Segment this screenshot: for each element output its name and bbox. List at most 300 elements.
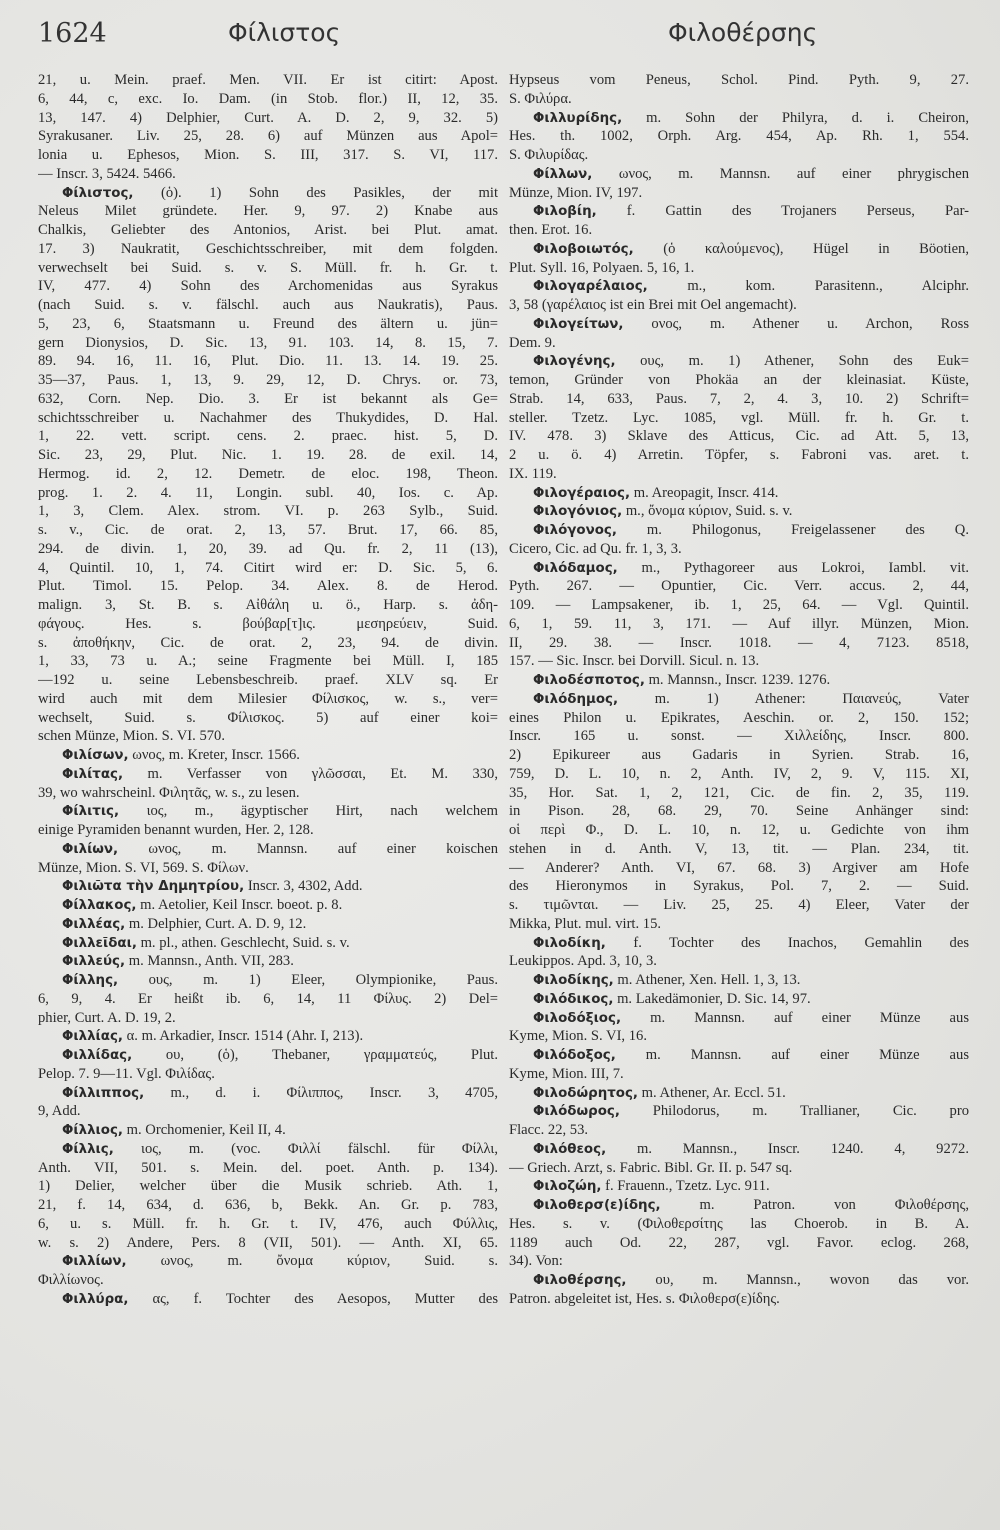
- line-text: Chalkis, Geliebter des Antonios, Arist. bei Plut. amat.: [38, 222, 498, 238]
- line-text: Kyme, Mion. S. VI, 16.: [509, 1028, 647, 1045]
- line-text: φάγους. Hes. s. βούβαρ[τ]ις. μεσηρεύειν, Suid.: [38, 615, 498, 632]
- entry-headword: Φίλλις,: [62, 1141, 114, 1157]
- text-line: [509, 1027, 969, 1046]
- entry-line: [509, 1271, 969, 1290]
- line-text: Hermog. id. 2, 12. Demetr. de eloc. 198, Theon.: [38, 465, 498, 482]
- line-text: Mikka, Plut. mul. virt. 15.: [509, 915, 662, 932]
- line-text: verwechselt bei Suid. s. v. S. Müll. fr. h. Gr. t.: [38, 259, 498, 276]
- text-line: [38, 409, 498, 428]
- entry-line: [509, 109, 969, 128]
- line-text: (nach Suid. s. v. fälschl. auch aus Naukratis), Paus.: [38, 297, 498, 313]
- line-text: m. Orchomenier, Keil II, 4.: [123, 1122, 286, 1138]
- line-text: 759, D. L. 10, n. 2, Anth. IV, 2, 9. V, 115. XI,: [509, 765, 969, 782]
- text-line: [38, 540, 498, 559]
- text-line: [38, 502, 498, 521]
- line-text: 1) Delier, welcher über die Musik schrieb. Ath. 1,: [38, 1178, 498, 1195]
- text-line: [38, 821, 498, 840]
- line-text: temon, Gründer von Phokäa an der kleinasiat. Küste,: [509, 372, 969, 388]
- entry-headword: Φιλλίδας,: [62, 1048, 133, 1063]
- text-line: [509, 1065, 969, 1084]
- text-line: [509, 615, 969, 634]
- entry-line: [38, 1121, 498, 1140]
- entry-headword: Φίλλακος,: [62, 898, 137, 913]
- entry-line: [509, 1102, 969, 1121]
- text-line: [38, 446, 498, 465]
- line-text: Münze, Mion. S. VI, 569. S. Φίλων.: [38, 859, 249, 876]
- text-line: [509, 1215, 969, 1234]
- line-text: 13, 147. 4) Delphier, Curt. A. D. 2, 9, 32. 5): [38, 109, 498, 126]
- text-line: [38, 465, 498, 484]
- entry-line: [509, 1046, 969, 1065]
- line-text: wechselt, Suid. s. Φίλισκος. 5) auf einer koi=: [38, 709, 498, 726]
- text-line: [38, 296, 498, 315]
- line-text: Pyth. 267. — Opuntier, Cic. Verr. accus. 2, 44,: [509, 578, 969, 595]
- line-text: ωνος, m. ὄνομα κύριον, Suid. s.: [126, 1253, 498, 1270]
- line-text: einige Pyramiden benannt wurden, Her. 2, 128.: [38, 822, 314, 838]
- line-text: S. Φιλύρα.: [509, 90, 572, 107]
- line-text: — Griech. Arzt, s. Fabric. Bibl. Gr. II. p. 547 sq.: [509, 1159, 793, 1176]
- entry-headword: Φιλόδαμος,: [533, 560, 618, 576]
- entry-line: [38, 915, 498, 934]
- text-line: [38, 390, 498, 409]
- line-text: Hes. th. 1002, Orph. Arg. 454, Ap. Rh. 1, 554.: [509, 128, 969, 145]
- line-text: IX. 119.: [509, 465, 557, 482]
- line-text: 34). Von:: [509, 1253, 563, 1270]
- entry-headword: Φιλογέραιος,: [533, 485, 631, 501]
- entry-line: [38, 971, 498, 990]
- text-line: [509, 915, 969, 934]
- line-text: m. Mannsn. auf einer Münze aus: [615, 1047, 969, 1063]
- line-text: 157. — Sic. Inscr. bei Dorvill. Sicul. n. 13.: [509, 653, 760, 670]
- entry-headword: Φίλλης,: [62, 973, 119, 988]
- entry-headword: Φίλλιππος,: [62, 1085, 145, 1101]
- line-text: 5, 23, 6, Staatsmann u. Freund des ältern u. jün=: [38, 315, 498, 332]
- text-line: [509, 127, 969, 146]
- line-text: schichtsschreiber u. Nachahmer des Thukydides, D. Hal.: [38, 409, 498, 426]
- text-line: [509, 859, 969, 878]
- entry-headword: Φίλιστος,: [62, 185, 134, 201]
- line-text: wird auch mit dem Milesier Φίλισκος, w. s., ver=: [38, 690, 498, 707]
- text-line: [38, 259, 498, 278]
- entry-line: [509, 484, 969, 503]
- text-line: [38, 484, 498, 503]
- line-text: 632, Corn. Nep. Dio. 3. Er ist bekannt als Ge=: [38, 390, 498, 407]
- line-text: (ὁ). 1) Sohn des Pasikles, der mit: [133, 184, 498, 201]
- text-line: [38, 427, 498, 446]
- text-line: [38, 1215, 498, 1234]
- text-line: [38, 71, 498, 90]
- entry-headword: Φιλιῶτα τὴν Δημητρίου,: [62, 879, 245, 895]
- right-column: [509, 71, 969, 1309]
- line-text: Pelop. 7. 9—11. Vgl. Φιλίδας.: [38, 1065, 215, 1082]
- line-text: m. Mannsn., Anth. VII, 283.: [125, 953, 294, 970]
- line-text: IV, 477. 4) Sohn des Archomenidas aus Syrakus: [38, 278, 498, 295]
- entry-headword: Φίλλιος,: [62, 1123, 123, 1138]
- text-line: [38, 352, 498, 371]
- left-running-head: Φίλιστος: [228, 18, 341, 47]
- line-text: in Pison. 28, 68. 29, 70. Seine Anhänger sind:: [509, 803, 969, 820]
- line-text: malign. 3, St. B. s. Αἰθάλη u. ö., Harp. s. ἀδη-: [38, 597, 498, 613]
- text-line: [38, 727, 498, 746]
- line-text: then. Erot. 16.: [509, 222, 593, 238]
- entry-line: [38, 765, 498, 784]
- right-running-head: Φιλοθέρσης: [668, 18, 818, 47]
- text-line: [38, 146, 498, 165]
- entry-headword: Φιλοβοιωτός,: [533, 241, 634, 257]
- text-line: [509, 1290, 969, 1309]
- line-text: s. ἀποθήκην, Cic. de orat. 2, 23, 94. de divin.: [38, 634, 498, 651]
- text-line: [38, 371, 498, 390]
- line-text: 1, 3, Clem. Alex. strom. VI. p. 263 Sylb., Suid.: [38, 503, 498, 520]
- line-text: —192 u. seine Lebensbeschreib. praef. XLV sq. Er: [38, 672, 498, 688]
- entry-line: [509, 240, 969, 259]
- entry-line: [38, 840, 498, 859]
- text-line: [509, 1159, 969, 1178]
- entry-headword: Φιλοζώη,: [533, 1179, 602, 1195]
- line-text: m., kom. Parasitenn., Alciphr.: [647, 278, 969, 295]
- text-line: [509, 465, 969, 484]
- entry-headword: Φιλογείτων,: [533, 316, 624, 332]
- text-line: [509, 952, 969, 971]
- text-line: [38, 559, 498, 578]
- entry-line: [509, 277, 969, 296]
- line-text: des Hieronymos in Syrakus, Pol. 7, 2. — Suid.: [509, 878, 969, 895]
- entry-headword: Φιλόδοξος,: [533, 1048, 616, 1063]
- text-line: [509, 727, 969, 746]
- line-text: ους, m. 1) Eleer, Olympionike, Paus.: [118, 972, 498, 988]
- text-line: [509, 71, 969, 90]
- line-text: Hes. s. v. (Φιλοθερσίτης las Choerob. in B. A.: [509, 1215, 969, 1232]
- entry-line: [38, 952, 498, 971]
- line-text: m. pl., athen. Geschlecht, Suid. s. v.: [136, 934, 350, 951]
- text-line: [509, 296, 969, 315]
- entry-line: [38, 746, 498, 765]
- line-text: 294. de divin. 1, 20, 39. ad Qu. fr. 2, 11 (13),: [38, 540, 498, 557]
- entry-line: [509, 1140, 969, 1159]
- entry-line: [509, 934, 969, 953]
- line-text: m. Mannsn. auf einer Münze aus: [621, 1009, 969, 1026]
- entry-headword: Φιλογαρέλαιος,: [533, 279, 648, 295]
- text-line: [38, 521, 498, 540]
- line-text: m. Athener, Xen. Hell. 1, 3, 13.: [613, 972, 801, 988]
- line-text: ους, m. 1) Athener, Sohn des Euk=: [615, 353, 969, 370]
- entry-headword: Φιλλέας,: [62, 916, 126, 932]
- text-line: [38, 615, 498, 634]
- line-text: steller. Tzetz. Lyc. 1085, vgl. Müll. fr. h. Gr. t.: [509, 409, 969, 426]
- line-text: m. Aetolier, Keil Inscr. boeot. p. 8.: [136, 897, 343, 913]
- entry-line: [509, 1084, 969, 1103]
- entry-headword: Φιλόγονος,: [533, 523, 617, 538]
- entry-line: [509, 502, 969, 521]
- entry-headword: Φιλογόνιος,: [533, 504, 623, 520]
- line-text: ας, f. Tochter des Aesopos, Mutter des: [128, 1290, 498, 1307]
- text-line: [509, 840, 969, 859]
- entry-headword: Φιλόδωρος,: [533, 1104, 620, 1120]
- entry-line: [509, 165, 969, 184]
- line-text: Inscr. 3, 4302, Add.: [244, 878, 363, 895]
- line-text: eines Philon u. Epikrates, Aeschin. or. 2, 150. 152;: [509, 709, 969, 726]
- line-text: Sic. 23, 29, Plut. Nic. 1. 19. 28. de exil. 14,: [38, 447, 498, 463]
- text-line: [38, 1177, 498, 1196]
- entry-line: [509, 1009, 969, 1028]
- entry-line: [38, 896, 498, 915]
- line-text: 1, 33, 73 u. A.; seine Fragmente bei Müll. I, 185: [38, 653, 498, 670]
- text-line: [38, 202, 498, 221]
- line-text: 39, wo wahrscheinl. Φιλητᾶς, w. s., zu lesen.: [38, 784, 300, 801]
- entry-headword: Φιλόθεος,: [533, 1141, 607, 1157]
- line-text: prog. 1. 2. 4. 11, Longin. subl. 40, Ios. c. Ap.: [38, 484, 498, 501]
- line-text: IV. 478. 3) Sklave des Atticus, Cic. ad Att. 5, 13,: [509, 428, 969, 445]
- line-text: Cicero, Cic. ad Qu. fr. 1, 3, 3.: [509, 540, 682, 557]
- text-line: [509, 1121, 969, 1140]
- line-text: 6, 9, 4. Er heißt ib. 6, 14, 11 Φίλυς. 2) Del=: [38, 990, 498, 1007]
- text-line: [509, 427, 969, 446]
- text-line: [38, 990, 498, 1009]
- line-text: ωνος, m. Kreter, Inscr. 1566.: [128, 747, 300, 763]
- line-text: 35—37, Paus. 1, 13, 9. 29, 12, D. Chrys. or. 73,: [38, 372, 498, 388]
- entry-headword: Φιλοθέρσης,: [533, 1273, 627, 1288]
- text-line: [38, 859, 498, 878]
- line-text: Leukippos. Apd. 3, 10, 3.: [509, 953, 657, 970]
- line-text: 21, u. Mein. praef. Men. VII. Er ist citirt: Apost.: [38, 72, 498, 88]
- text-line: [38, 690, 498, 709]
- line-text: 1, 22. vett. script. cens. 2. praec. hist. 5, D.: [38, 428, 498, 445]
- text-line: [38, 1234, 498, 1253]
- text-line: [38, 221, 498, 240]
- line-text: Inscr. 165 u. sonst. — Χιλλείδης, Inscr. 800.: [509, 728, 969, 745]
- entry-headword: Φιλοδίκη,: [533, 935, 606, 951]
- line-text: ωνος, m. Mannsn. auf einer phrygischen: [592, 165, 969, 182]
- text-line: [509, 896, 969, 915]
- line-text: m. Patron. von Φιλοθέρσης,: [660, 1197, 969, 1213]
- entry-line: [509, 690, 969, 709]
- entry-headword: Φίλλων,: [533, 166, 593, 182]
- text-line: [509, 1252, 969, 1271]
- text-line: [38, 90, 498, 109]
- text-line: [38, 109, 498, 128]
- line-text: m. Mannsn., Inscr. 1240. 4, 9272.: [606, 1140, 969, 1157]
- text-line: [509, 259, 969, 278]
- text-line: [38, 277, 498, 296]
- line-text: m., ὄνομα κύριον, Suid. s. v.: [622, 503, 793, 520]
- line-text: 35, Hor. Sat. 1, 2, 121, Cic. de fin. 2, 35, 119.: [509, 784, 969, 801]
- text-line: [38, 1196, 498, 1215]
- line-text: Neleus Milet gründete. Her. 9, 97. 2) Knabe aus: [38, 203, 498, 220]
- text-line: [38, 315, 498, 334]
- entry-headword: Φιλοδώρητος,: [533, 1085, 639, 1101]
- entry-headword: Φιλλυρίδης,: [533, 110, 623, 126]
- line-text: — Anderer? Anth. VI, 67. 68. 3) Argiver am Hofe: [509, 859, 969, 876]
- text-line: [38, 709, 498, 728]
- line-text: Anth. VII, 501. s. Mein. del. poet. Anth. p. 134).: [38, 1159, 498, 1176]
- line-text: stehen in d. Anth. V, 13, tit. — Plan. 234, tit.: [509, 840, 969, 857]
- line-text: Strab. 14, 633, Paus. 7, 2, 4. 3, 10. 2) Schrift=: [509, 390, 969, 407]
- entry-line: [509, 1196, 969, 1215]
- text-line: [38, 577, 498, 596]
- text-line: [38, 671, 498, 690]
- entry-headword: Φιλίτας,: [62, 766, 124, 782]
- text-line: [38, 1009, 498, 1028]
- entry-line: [38, 934, 498, 953]
- entry-line: [38, 1046, 498, 1065]
- entry-line: [38, 802, 498, 821]
- text-line: [509, 577, 969, 596]
- text-line: [509, 390, 969, 409]
- page-number: 1624: [38, 18, 107, 49]
- line-text: m. Sohn der Philyra, d. i. Cheiron,: [622, 109, 969, 126]
- line-text: 1189 auch Od. 22, 287, vgl. Favor. eclog. 268,: [509, 1234, 969, 1251]
- entry-headword: Φιλλεύς,: [62, 954, 126, 970]
- entry-headword: Φιλλίας,: [62, 1029, 123, 1045]
- entry-line: [509, 521, 969, 540]
- line-text: 17. 3) Naukratit, Geschichtsschreiber, mit dem folgden.: [38, 240, 498, 257]
- text-line: [509, 765, 969, 784]
- entry-line: [38, 184, 498, 203]
- entry-headword: Φιλόδημος,: [533, 691, 619, 707]
- line-text: 2 u. ö. 4) Arretin. Töpfer, s. Fabroni vas. aret. t.: [509, 447, 969, 463]
- line-text: II, 29. 38. — Inscr. 1018. — 4, 7123. 8518,: [509, 634, 969, 651]
- entry-line: [509, 990, 969, 1009]
- entry-headword: Φιλίσων,: [62, 748, 129, 763]
- text-line: [38, 1102, 498, 1121]
- line-text: 21, f. 14, 634, d. 636, b, Bekk. An. Gr. p. 783,: [38, 1197, 498, 1213]
- line-text: ου, (ὁ), Thebaner, γραμματεύς, Plut.: [132, 1047, 498, 1063]
- text-line: [509, 1234, 969, 1253]
- line-text: Plut. Syll. 16, Polyaen. 5, 16, 1.: [509, 259, 695, 276]
- line-text: m. Verfasser von γλῶσσαι, Et. M. 330,: [123, 765, 498, 782]
- line-text: Dem. 9.: [509, 334, 556, 351]
- line-text: m., d. i. Φίλιππος, Inscr. 3, 4705,: [144, 1084, 498, 1101]
- entry-headword: Φιλοδόξιος,: [533, 1010, 622, 1026]
- text-line: [38, 1271, 498, 1290]
- line-text: f. Frauenn., Tzetz. Lyc. 911.: [601, 1178, 770, 1195]
- line-text: ωνος, m. Mannsn. auf einer koischen: [118, 840, 498, 857]
- entry-line: [509, 202, 969, 221]
- line-text: Kyme, Mion. III, 7.: [509, 1065, 624, 1082]
- entry-headword: Φιλλεῖδαι,: [62, 935, 137, 951]
- text-line: [38, 784, 498, 803]
- text-line: [509, 146, 969, 165]
- line-text: Münze, Mion. IV, 197.: [509, 184, 643, 201]
- line-text: Hypseus vom Peneus, Schol. Pind. Pyth. 9, 27.: [509, 72, 969, 88]
- text-line: [509, 334, 969, 353]
- entry-line: [38, 877, 498, 896]
- text-line: [509, 540, 969, 559]
- entry-line: [509, 971, 969, 990]
- entry-headword: Φιλοβίη,: [533, 204, 597, 220]
- text-line: [509, 746, 969, 765]
- text-line: [509, 652, 969, 671]
- text-line: [509, 90, 969, 109]
- entry-line: [509, 671, 969, 690]
- line-text: — Inscr. 3, 5424. 5466.: [38, 165, 176, 182]
- line-text: Φιλλίωνος.: [38, 1272, 104, 1288]
- line-text: m. Lakedämonier, D. Sic. 14, 97.: [613, 990, 811, 1007]
- text-line: [38, 634, 498, 653]
- line-text: gern Dionysios, D. Sic. 13, 91. 103. 14, 8. 15, 7.: [38, 334, 498, 351]
- line-text: m. Mannsn., Inscr. 1239. 1276.: [644, 672, 831, 688]
- line-text: m. Delphier, Curt. A. D. 9, 12.: [125, 915, 307, 932]
- text-line: [38, 165, 498, 184]
- entry-line: [38, 1084, 498, 1103]
- line-text: lonia u. Ephesos, Mion. S. III, 317. S. VI, 117.: [38, 147, 498, 163]
- entry-line: [38, 1290, 498, 1309]
- text-line: [509, 221, 969, 240]
- text-line: [509, 409, 969, 428]
- entry-headword: Φιλόδικος,: [533, 991, 614, 1007]
- line-text: Philodorus, m. Trallianer, Cic. pro: [619, 1103, 969, 1120]
- text-line: [38, 240, 498, 259]
- text-line: [509, 596, 969, 615]
- entry-headword: Φιλογένης,: [533, 354, 616, 370]
- entry-line: [509, 315, 969, 334]
- line-text: S. Φιλυρίδας.: [509, 147, 589, 163]
- line-text: 6, 44, c, exc. Io. Dam. (in Stob. flor.) II, 12, 35.: [38, 90, 498, 107]
- line-text: ου, m. Mannsn., wovon das vor.: [626, 1272, 969, 1288]
- line-text: 2) Epikureer aus Gadaris in Syrien. Strab. 16,: [509, 747, 969, 763]
- entry-headword: Φίλιτις,: [62, 804, 120, 820]
- line-text: Plut. Timol. 15. Pelop. 34. Alex. 8. de Herod.: [38, 578, 498, 595]
- line-text: s. v., Cic. de orat. 2, 13, 57. Brut. 17, 66. 85,: [38, 522, 498, 538]
- line-text: (ὁ καλούμενος), Hügel in Böotien,: [633, 240, 969, 257]
- text-line: [38, 596, 498, 615]
- line-text: w. s. 2) Andere, Pers. 8 (VII, 501). — Anth. XI, 65.: [38, 1234, 498, 1251]
- text-line: [509, 709, 969, 728]
- line-text: Flacc. 22, 53.: [509, 1122, 589, 1138]
- entry-line: [509, 1177, 969, 1196]
- line-text: Patron. abgeleitet ist, Hes. s. Φιλοθερσ(ε)ίδης.: [509, 1290, 780, 1307]
- entry-line: [38, 1027, 498, 1046]
- line-text: m. Philogonus, Freigelassener des Q.: [616, 522, 969, 538]
- line-text: Syrakusaner. Liv. 25, 28. 6) auf Münzen aus Apol=: [38, 128, 498, 145]
- line-text: m., Pythagoreer aus Lokroi, Iambl. vit.: [617, 559, 969, 576]
- entry-headword: Φιλίων,: [62, 841, 119, 857]
- line-text: phier, Curt. A. D. 19, 2.: [38, 1009, 176, 1026]
- line-text: οἱ περὶ Φ., D. L. 10, n. 12, u. Gedichte von ihm: [509, 822, 969, 838]
- left-column: [38, 71, 498, 1309]
- text-line: [509, 784, 969, 803]
- line-text: 89. 94. 16, 11. 16, Plut. Dio. 11. 13. 14. 19. 25.: [38, 353, 498, 370]
- entry-line: [38, 1140, 498, 1159]
- entry-headword: Φιλλίων,: [62, 1254, 127, 1270]
- text-line: [38, 1159, 498, 1178]
- entry-headword: Φιλοθερσ(ε)ίδης,: [533, 1198, 661, 1213]
- text-line: [38, 127, 498, 146]
- text-line: [509, 371, 969, 390]
- text-line: [509, 634, 969, 653]
- line-text: m. Areopagit, Inscr. 414.: [630, 484, 779, 501]
- line-text: α. m. Arkadier, Inscr. 1514 (Ahr. I, 213).: [123, 1028, 364, 1045]
- text-line: [509, 802, 969, 821]
- entry-line: [509, 352, 969, 371]
- line-text: 6, 1, 59. 11, 3, 171. — Auf illyr. Münzen, Mion.: [509, 615, 969, 632]
- line-text: 6, u. s. Müll. fr. h. Gr. t. IV, 476, auch Φύλλις,: [38, 1215, 498, 1232]
- text-line: [38, 334, 498, 353]
- line-text: f. Gattin des Trojaners Perseus, Par-: [596, 203, 969, 220]
- text-line: [509, 184, 969, 203]
- text-line: [509, 877, 969, 896]
- line-text: m. 1) Athener: Παιανεύς, Vater: [618, 690, 969, 707]
- line-text: 9, Add.: [38, 1103, 81, 1120]
- entry-headword: Φιλλύρα,: [62, 1291, 129, 1307]
- text-line: [509, 446, 969, 465]
- line-text: schen Münze, Mion. S. VI. 570.: [38, 728, 226, 745]
- text-line: [38, 1065, 498, 1084]
- line-text: m. Athener, Ar. Eccl. 51.: [638, 1084, 786, 1101]
- entry-line: [38, 1252, 498, 1271]
- entry-headword: Φιλοδέσποτος,: [533, 673, 645, 688]
- text-line: [509, 821, 969, 840]
